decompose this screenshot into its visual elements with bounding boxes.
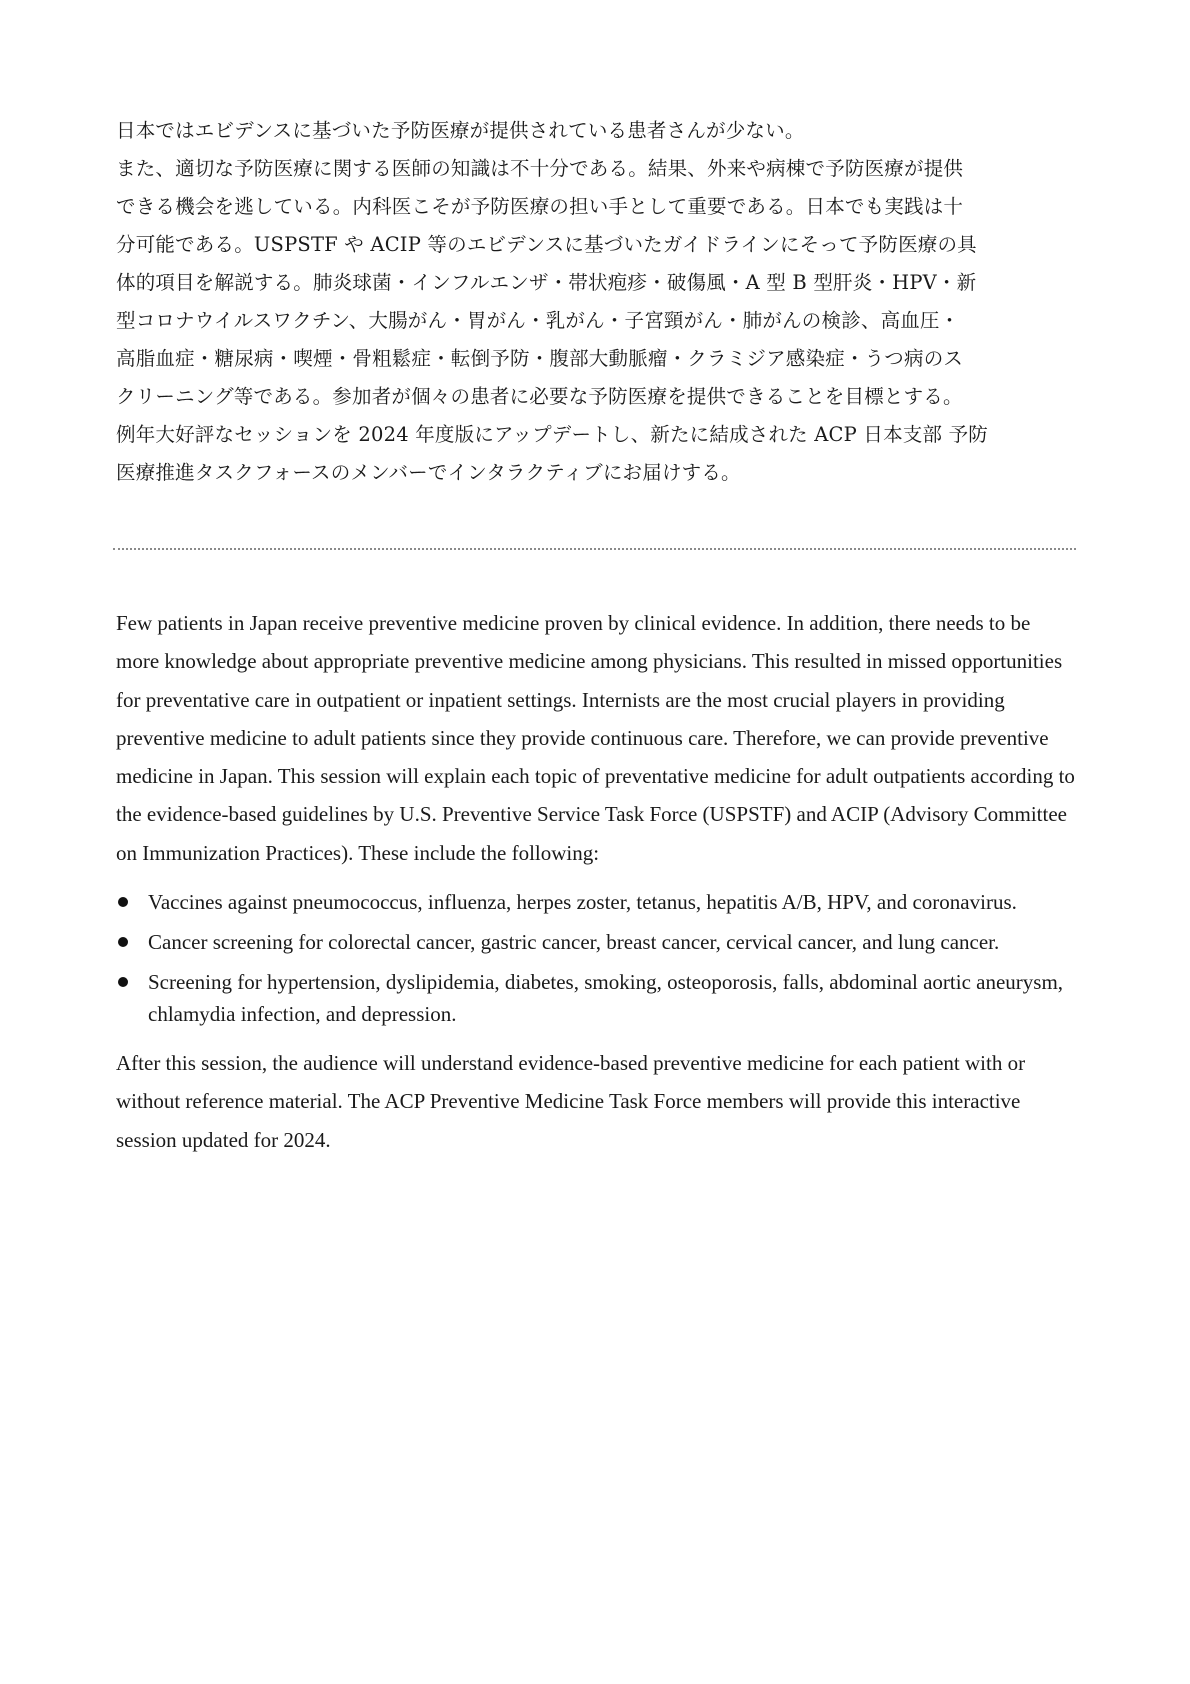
bullet-icon [118, 937, 128, 947]
topic-bullet-list [116, 886, 1076, 1030]
bullet-text: Screening for hypertension, dyslipidemia, diabetes, smoking, osteoporosis, falls, abdominal aortic aneurysm, chlamydia infection, and depression. [148, 970, 1064, 1027]
bullet-icon [118, 977, 128, 987]
bullet-icon [118, 897, 128, 907]
japanese-line: 高脂血症・糖尿病・喫煙・骨粗鬆症・転倒予防・腹部大動脈瘤・クラミジア感染症・うつ病のス [116, 347, 964, 370]
japanese-line: 例年大好評なセッションを 2024 年度版にアップデートし、新たに結成された ACP 日本支部 予防 [116, 423, 988, 446]
english-closing-paragraph: After this session, the audience will understand evidence-based preventive medicine for each patient with or without reference material. The ACP Preventive Medicine Task Force members will provide this interactive session updated for 2024. [116, 1051, 1026, 1152]
bullet-item-vaccines [116, 886, 1076, 918]
bullet-item-cancer-screening [116, 926, 1076, 958]
japanese-line: クリーニング等である。参加者が個々の患者に必要な予防医療を提供できることを目標とする。 [116, 385, 963, 408]
english-abstract [116, 604, 1076, 1159]
japanese-line: できる機会を逃している。内科医こそが予防医療の担い手として重要である。日本でも実践は十 [116, 195, 964, 218]
japanese-line: 医療推進タスクフォースのメンバーでインタラクティブにお届けする。 [116, 461, 741, 484]
japanese-line: 体的項目を解説する。肺炎球菌・インフルエンザ・帯状疱疹・破傷風・A 型 B 型肝炎・HPV・新 [116, 271, 977, 294]
dotted-divider [113, 548, 1076, 550]
english-intro-paragraph: Few patients in Japan receive preventive medicine proven by clinical evidence. In addition, there needs to be more knowledge about appropriate preventive medicine among physicians. This resulted in missed opportunities for preventative care in outpatient or inpatient settings. Internists are the most crucial players in providing preventive medicine to adult patients since they provide continuous care. Therefore, we can provide preventive medicine in Japan. This session will explain each topic of preventative medicine for adult outpatients according to the evidence-based guidelines by U.S. Preventive Service Task Force (USPSTF) and ACIP (Advisory Committee on Immunization Practices). These include the following: [116, 611, 1075, 865]
japanese-line: また、適切な予防医療に関する医師の知識は不十分である。結果、外来や病棟で予防医療が提供 [116, 157, 964, 180]
japanese-line: 型コロナウイルスワクチン、大腸がん・胃がん・乳がん・子宮頸がん・肺がんの検診、高血圧・ [116, 309, 960, 332]
bullet-item-screening [116, 966, 1076, 1030]
japanese-abstract [116, 112, 1076, 492]
bullet-text: Cancer screening for colorectal cancer, gastric cancer, breast cancer, cervical cancer, and lung cancer. [148, 930, 1000, 955]
bullet-text: Vaccines against pneumococcus, influenza, herpes zoster, tetanus, hepatitis A/B, HPV, and coronavirus. [148, 890, 1017, 915]
japanese-line: 日本ではエビデンスに基づいた予防医療が提供されている患者さんが少ない。 [116, 119, 805, 142]
japanese-line: 分可能である。USPSTF や ACIP 等のエビデンスに基づいたガイドラインにそって予防医療の具 [116, 233, 977, 256]
